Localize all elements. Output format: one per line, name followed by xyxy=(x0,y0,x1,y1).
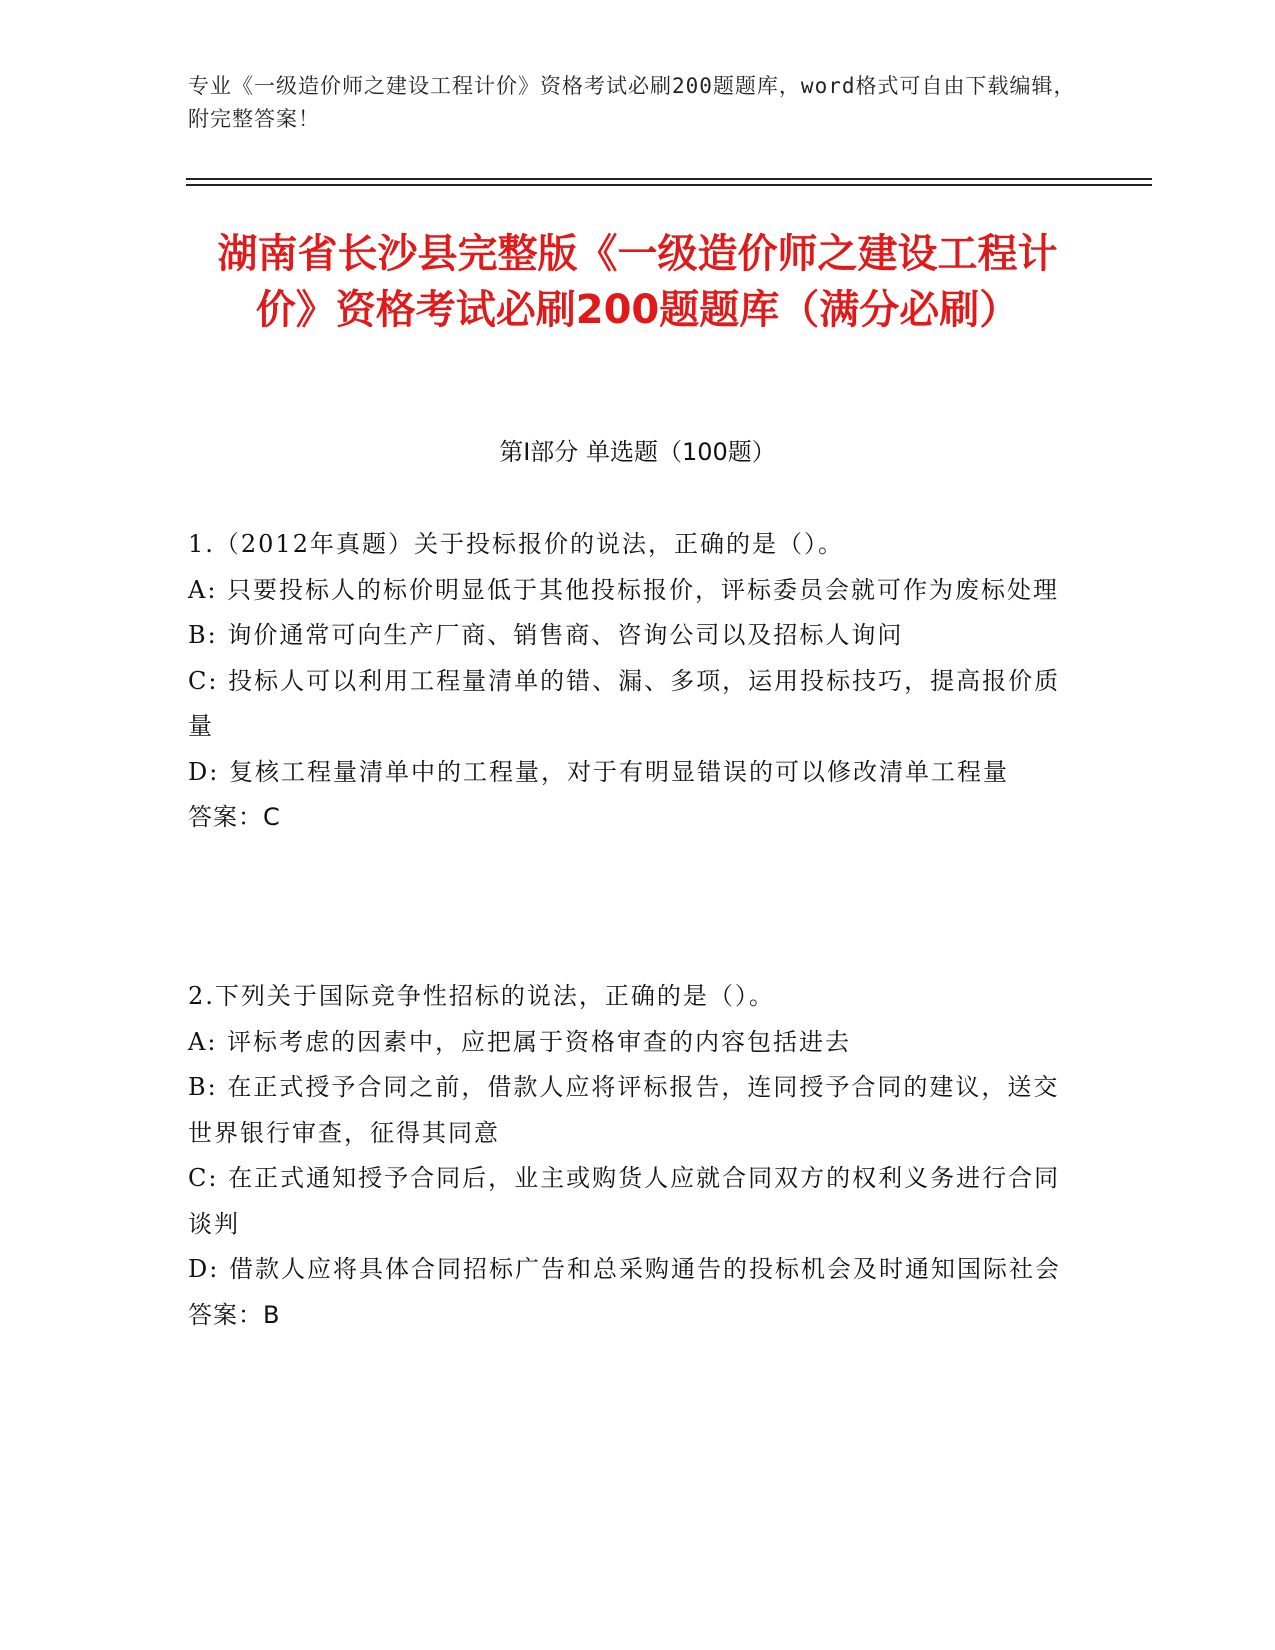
header-divider-bottom xyxy=(186,184,1152,186)
answer-text: 答案：C xyxy=(188,803,281,831)
option-b: B: 询价通常可向生产厂商、销售商、咨询公司以及招标人询问 xyxy=(188,621,904,649)
option-a: A: 只要投标人的标价明显低于其他投标报价，评标委员会就可作为废标处理 xyxy=(188,575,1060,604)
question-block xyxy=(188,974,1068,1338)
option-a: A: 评标考虑的因素中，应把属于资格审查的内容包括进去 xyxy=(188,1027,852,1056)
header-note: 专业《一级造价师之建设工程计价》资格考试必刷200题题库，word格式可自由下载编辑，附完整答案！ xyxy=(188,74,1076,131)
option-d: D: 借款人应将具体合同招标广告和总采购通告的投标机会及时通知国际社会 xyxy=(188,1255,1061,1283)
answer-text: 答案：B xyxy=(188,1300,281,1329)
option-c: C: 投标人可以利用工程量清单的错、漏、多项，运用投标技巧，提高报价质量 xyxy=(188,666,1061,740)
header-divider-top xyxy=(186,178,1152,180)
option-d: D: 复核工程量清单中的工程量，对于有明显错误的可以修改清单工程量 xyxy=(188,757,1009,786)
section-title: 第I部分 单选题（100题） xyxy=(499,438,776,466)
option-c: C: 在正式通知授予合同后，业主或购货人应就合同双方的权利义务进行合同谈判 xyxy=(188,1164,1061,1238)
question-block xyxy=(188,522,1068,841)
question-stem: 2.下列关于国际竞争性招标的说法，正确的是（）。 xyxy=(188,982,775,1010)
option-b: B: 在正式授予合同之前，借款人应将评标报告，连同授予合同的建议，送交世界银行审查，征得其同意 xyxy=(188,1073,1060,1147)
question-stem: 1.（2012年真题）关于投标报价的说法，正确的是（）。 xyxy=(188,530,844,558)
document-title: 湖南省长沙县完整版《一级造价师之建设工程计价》资格考试必刷200题题库（满分必刷） xyxy=(217,231,1058,333)
